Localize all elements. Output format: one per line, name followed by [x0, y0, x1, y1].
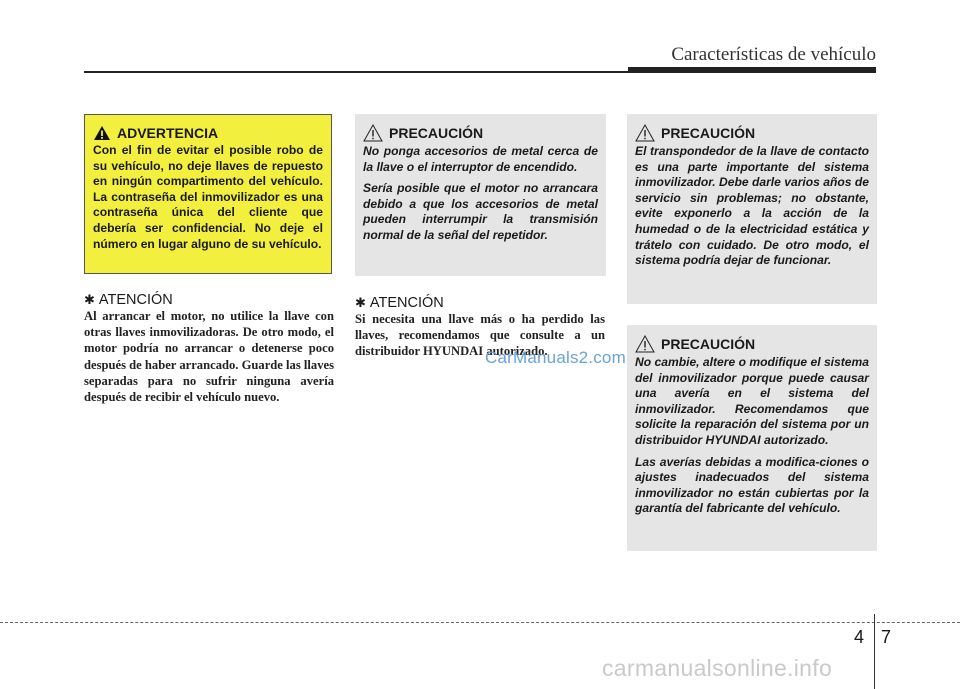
caution-middle-p2: Sería posible que el motor no arrancara debido a que los accesorios de metal pueden interrumpir la transmisión normal de la señal del repetidor.	[363, 181, 598, 242]
caution-triangle-icon	[635, 335, 655, 353]
attention-left-body: Al arrancar el motor, no utilice la llave con otras llaves inmovilizadoras. De otro modo, el motor podría no arrancar o detenerse poco después de haber arrancado. Guarde las llaves separadas para no sufrir ninguna avería después de recibir el vehículo nuevo.	[84, 309, 334, 405]
caution-right-top-title: PRECAUCIÓN	[661, 125, 756, 141]
warning-box	[84, 114, 332, 274]
attention-left	[84, 292, 334, 405]
warning-title: ADVERTENCIA	[117, 125, 219, 141]
footer-dashed-line	[0, 622, 960, 623]
caution-triangle-icon	[635, 124, 655, 142]
caution-right-bottom-p1: No cambie, altere o modifique el sistema del inmovilizador porque puede causar una avería en el sistema del inmovilizador. Recomendamos que solicite la reparación del sistema por un distribuidor HYUNDAI autorizado.	[635, 355, 869, 447]
header-rule-thin	[84, 71, 628, 73]
watermark-text: CarManuals2.com	[485, 348, 626, 367]
caution-right-top-body: El transpondedor de la llave de contacto es una parte importante del sistema inmovilizador. Debe darle varios años de servicio sin problemas; no obstante, evite exponerlo a la acción de la humedad o de la electricidad estática y trátelo con cuidado. De otro modo, el sistema podría dejar de funcionar.	[635, 144, 869, 268]
attention-middle-header	[355, 295, 605, 311]
caution-right-top-box	[627, 114, 877, 304]
caution-triangle-icon	[363, 124, 383, 142]
attention-left-title: ATENCIÓN	[98, 292, 173, 308]
warning-header	[93, 125, 323, 141]
caution-right-top-header	[635, 124, 869, 142]
warning-body: Con el fin de evitar el posible robo de su vehículo, no deje llaves de repuesto en ningún compartimento del vehículo. La contraseña del inmovilizador es una contraseña única del cliente que debería ser confidencial. No deje el número en lugar alguno de su vehículo.	[93, 143, 323, 251]
page-header-title: Características de vehículo	[671, 44, 876, 65]
page-number: 7	[881, 627, 892, 647]
attention-middle-body: Si necesita una llave más o ha perdido las llaves, recomendamos que consulte a un distribuidor HYUNDAI autorizado.	[355, 312, 605, 359]
footer-site-watermark: carmanualsonline.info	[602, 655, 833, 681]
star-icon: ✱	[84, 292, 95, 307]
caution-right-bottom-p2: Las averías debidas a modifica-ciones o ajustes inadecuados del sistema inmovilizador no están cubiertas por la garantía del fabricante del vehículo.	[635, 454, 869, 516]
caution-middle-title: PRECAUCIÓN	[389, 125, 484, 141]
warning-triangle-icon	[93, 125, 111, 141]
caution-middle-box	[355, 114, 606, 276]
header-rule-thick	[628, 67, 876, 73]
caution-middle-p1: No ponga accesorios de metal cerca de la llave o el interruptor de encendido.	[363, 144, 598, 174]
star-icon: ✱	[355, 295, 366, 310]
attention-middle-title: ATENCIÓN	[369, 295, 444, 311]
caution-right-bottom-title: PRECAUCIÓN	[661, 336, 756, 352]
page-number-divider	[874, 614, 875, 689]
attention-left-header	[84, 292, 334, 308]
caution-middle-header	[363, 124, 598, 142]
caution-right-bottom-box	[627, 325, 877, 551]
caution-right-bottom-header	[635, 335, 869, 353]
chapter-number: 4	[854, 627, 865, 647]
